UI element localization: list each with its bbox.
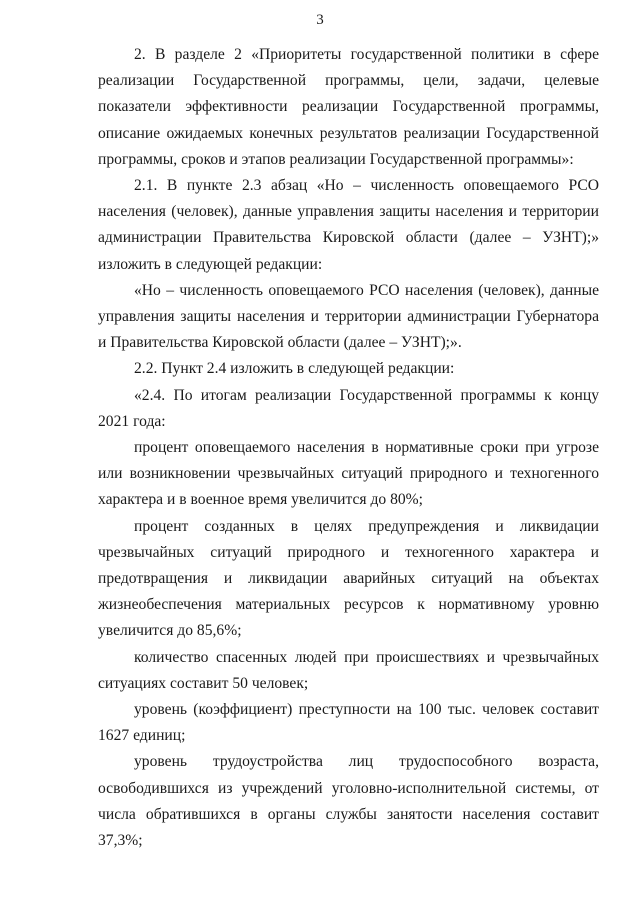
document-body [98, 42, 599, 854]
paragraph-2-1: 2.1. В пункте 2.3 абзац «Но – численность оповещаемого РСО населения (человек), данные управления защиты населения и территории администрации Правительства Кировской области (далее – УЗНТ);» изложить в следующей редакции: [98, 177, 599, 273]
paragraph-section-2: 2. В разделе 2 «Приоритеты государственной политики в сфере реализации Государственной программы, цели, задачи, целевые показатели эффективности реализации Государственной программы, описание ожидаемых конечных результатов реализации Государственной программы, сроков и этапов реализации Государственной программы»: [98, 46, 599, 168]
paragraph-2-1-new-text: «Но – численность оповещаемого РСО населения (человек), данные управления защиты населения и территории администрации Губернатора и Правительства Кировской области (далее – УЗНТ);». [98, 281, 599, 352]
page-number: 3 [316, 12, 324, 28]
paragraph-employment-rate: уровень трудоустройства лиц трудоспособного возраста, освободившихся из учреждений уголовно-исполнительной системы, от числа обратившихся в органы службы занятости населения составит 37,3%; [98, 753, 599, 850]
paragraph-warning-percent: процент оповещаемого населения в нормативные сроки при угрозе или возникновении чрезвычайных ситуаций природного и техногенного характера и в военное время увеличится до 80%; [98, 439, 599, 509]
paragraph-rescued-people: количество спасенных людей при происшествиях и чрезвычайных ситуациях составит 50 человек; [98, 648, 599, 692]
paragraph-reserves-percent: процент созданных в целях предупреждения и ликвидации чрезвычайных ситуаций природного и техногенного характера и предотвращения и ликвидации аварийных ситуаций на объектах жизнеобеспечения материальных ресурсов к нормативному уровню увеличится до 85,6%; [98, 517, 599, 640]
paragraph-crime-rate: уровень (коэффициент) преступности на 100 тыс. человек составит 1627 единиц; [98, 701, 599, 745]
paragraph-2-4-intro: «2.4. По итогам реализации Государственной программы к концу 2021 года: [98, 386, 599, 430]
paragraph-2-2: 2.2. Пункт 2.4 изложить в следующей редакции: [134, 360, 455, 378]
